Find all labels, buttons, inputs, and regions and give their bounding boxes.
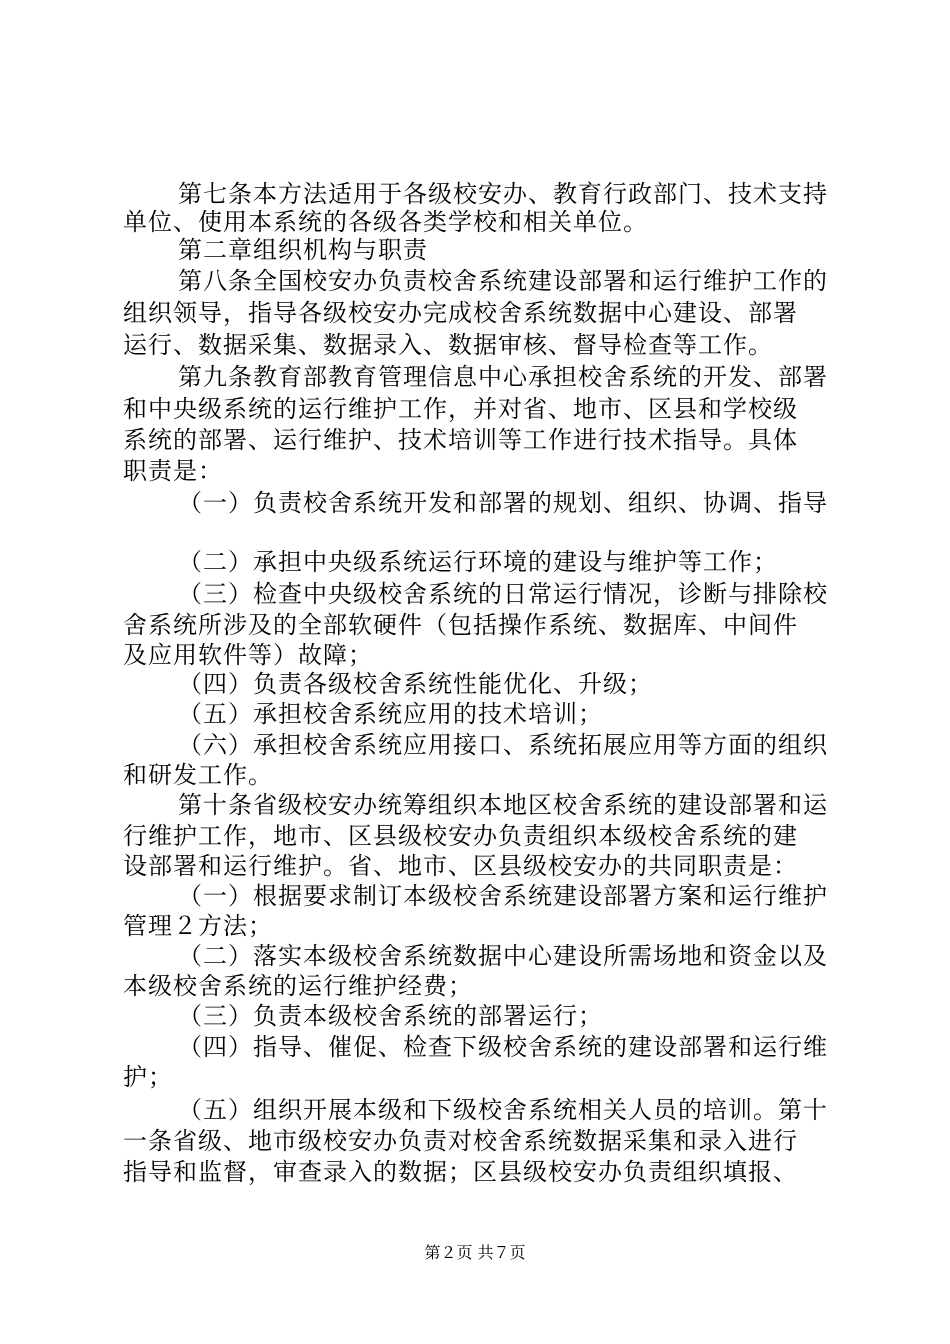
text-line: 职责是： [123, 457, 223, 485]
text-line: 和中央级系统的运行维护工作，并对省、地市、区县和学校级 [123, 395, 798, 423]
text-line: 管理２方法； [123, 912, 273, 940]
list-item: （一）根据要求制订本级校舍系统建设部署方案和运行维护 [178, 882, 828, 910]
text-line: 第七条本方法适用于各级校安办、教育行政部门、技术支持 [178, 180, 828, 208]
list-item: （二）落实本级校舍系统数据中心建设所需场地和资金以及 [178, 942, 828, 970]
list-item: （三）检查中央级校舍系统的日常运行情况，诊断与排除校 [178, 580, 828, 608]
list-item: （六）承担校舍系统应用接口、系统拓展应用等方面的组织 [178, 731, 828, 759]
text-line: 指导和监督，审查录入的数据；区县级校安办负责组织填报、 [123, 1158, 798, 1186]
list-item: （五）承担校舍系统应用的技术培训； [178, 700, 603, 728]
text-line: 舍系统所涉及的全部软硬件（包括操作系统、数据库、中间件 [123, 611, 798, 639]
text-line: 第九条教育部教育管理信息中心承担校舍系统的开发、部署 [178, 363, 828, 391]
text-line: 及应用软件等）故障； [123, 641, 373, 669]
page-footer: 第２页 共７页 [424, 1243, 526, 1262]
text-line: 运行、数据采集、数据录入、数据审核、督导检查等工作。 [123, 331, 773, 359]
list-item: （五）组织开展本级和下级校舍系统相关人员的培训。第十 [178, 1096, 828, 1124]
text-line: 第十条省级校安办统筹组织本地区校舍系统的建设部署和运 [178, 791, 828, 819]
text-line: 组织领导，指导各级校安办完成校舍系统数据中心建设、部署 [123, 299, 798, 327]
text-line: 设部署和运行维护。省、地市、区县级校安办的共同职责是： [123, 852, 798, 880]
text-line: 和研发工作。 [123, 761, 273, 789]
list-item: （二）承担中央级系统运行环境的建设与维护等工作； [178, 548, 778, 576]
text-line: 单位、使用本系统的各级各类学校和相关单位。 [123, 208, 648, 236]
text-line: 行维护工作，地市、区县级校安办负责组织本级校舍系统的建 [123, 822, 798, 850]
list-item: （一）负责校舍系统开发和部署的规划、组织、协调、指导 [178, 489, 828, 517]
text-line: 本级校舍系统的运行维护经费； [123, 972, 473, 1000]
chapter-heading: 第二章组织机构与职责 [178, 236, 428, 264]
text-line: 第八条全国校安办负责校舍系统建设部署和运行维护工作的 [178, 267, 828, 295]
list-item: （四）负责各级校舍系统性能优化、升级； [178, 670, 653, 698]
list-item: （三）负责本级校舍系统的部署运行； [178, 1002, 603, 1030]
text-line: 护； [123, 1063, 173, 1091]
list-item: （四）指导、催促、检查下级校舍系统的建设部署和运行维 [178, 1033, 828, 1061]
text-line: 系统的部署、运行维护、技术培训等工作进行技术指导。具体 [123, 426, 798, 454]
text-line: 一条省级、地市级校安办负责对校舍系统数据采集和录入进行 [123, 1127, 798, 1155]
